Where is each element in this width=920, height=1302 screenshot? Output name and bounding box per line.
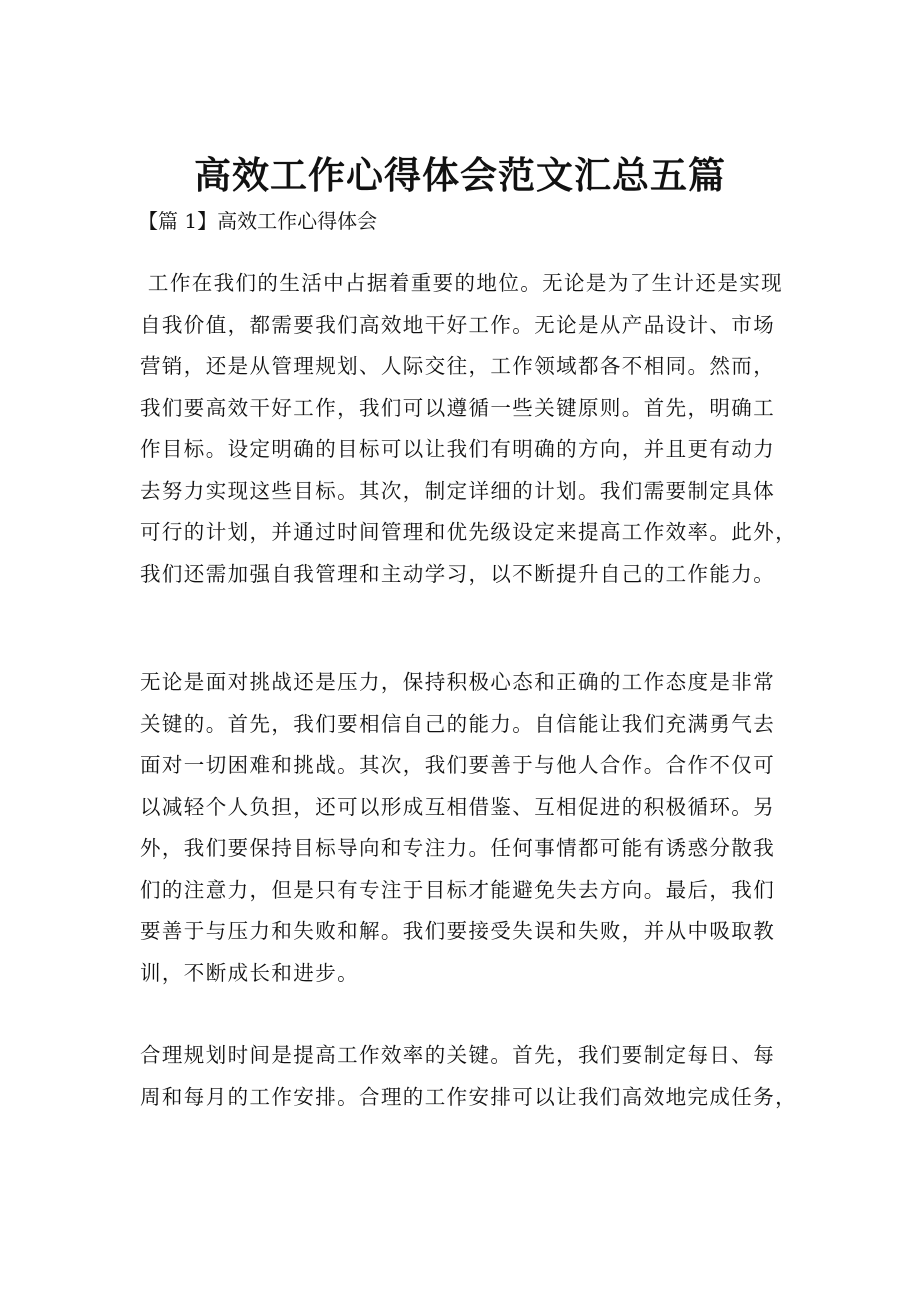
paragraph — [140, 662, 800, 994]
text-line: 营销，还是从管理规划、人际交往，工作领域都各不相同。然而， — [140, 354, 776, 378]
section-heading: 【篇 1】高效工作心得体会 — [138, 209, 378, 233]
text-line: 我们还需加强自我管理和主动学习，以不断提升自己的工作能力。 — [140, 561, 776, 586]
document-title: 高效工作心得体会范文汇总五篇 — [194, 153, 726, 197]
text-line: 关键的。首先，我们要相信自己的能力。自信能让我们充满勇气去 — [140, 711, 776, 736]
paragraph — [140, 263, 800, 595]
text-line: 我们要高效干好工作，我们可以遵循一些关键原则。首先，明确工 — [140, 395, 776, 420]
text-line: 去努力实现这些目标。其次，制定详细的计划。我们需要制定具体 — [140, 478, 776, 503]
text-line: 可行的计划，并通过时间管理和优先级设定来提高工作效率。此外， — [140, 520, 797, 544]
paragraph — [140, 1035, 800, 1118]
text-line: 自我价值，都需要我们高效地干好工作。无论是从产品设计、市场 — [140, 312, 776, 337]
text-line: 周和每月的工作安排。合理的工作安排可以让我们高效地完成任务， — [140, 1084, 797, 1109]
text-line: 训，不断成长和进步。 — [140, 960, 359, 985]
text-line: 以减轻个人负担，还可以形成互相借鉴、互相促进的积极循环。另 — [140, 794, 776, 819]
text-line: 面对一切困难和挑战。其次，我们要善于与他人合作。合作不仅可 — [140, 753, 776, 777]
text-line: 们的注意力，但是只有专注于目标才能避免失去方向。最后，我们 — [140, 877, 776, 902]
text-line: 外，我们要保持目标导向和专注力。任何事情都可能有诱惑分散我 — [140, 836, 776, 860]
text-line: 要善于与压力和失败和解。我们要接受失误和失败，并从中吸取教 — [140, 919, 776, 943]
text-line: 工作在我们的生活中占据着重要的地位。无论是为了生计还是实现 — [140, 271, 784, 295]
text-line: 无论是面对挑战还是压力，保持积极心态和正确的工作态度是非常 — [140, 670, 776, 694]
text-line: 合理规划时间是提高工作效率的关键。首先，我们要制定每日、每 — [140, 1043, 776, 1067]
text-line: 作目标。设定明确的目标可以让我们有明确的方向，并且更有动力 — [140, 437, 776, 461]
